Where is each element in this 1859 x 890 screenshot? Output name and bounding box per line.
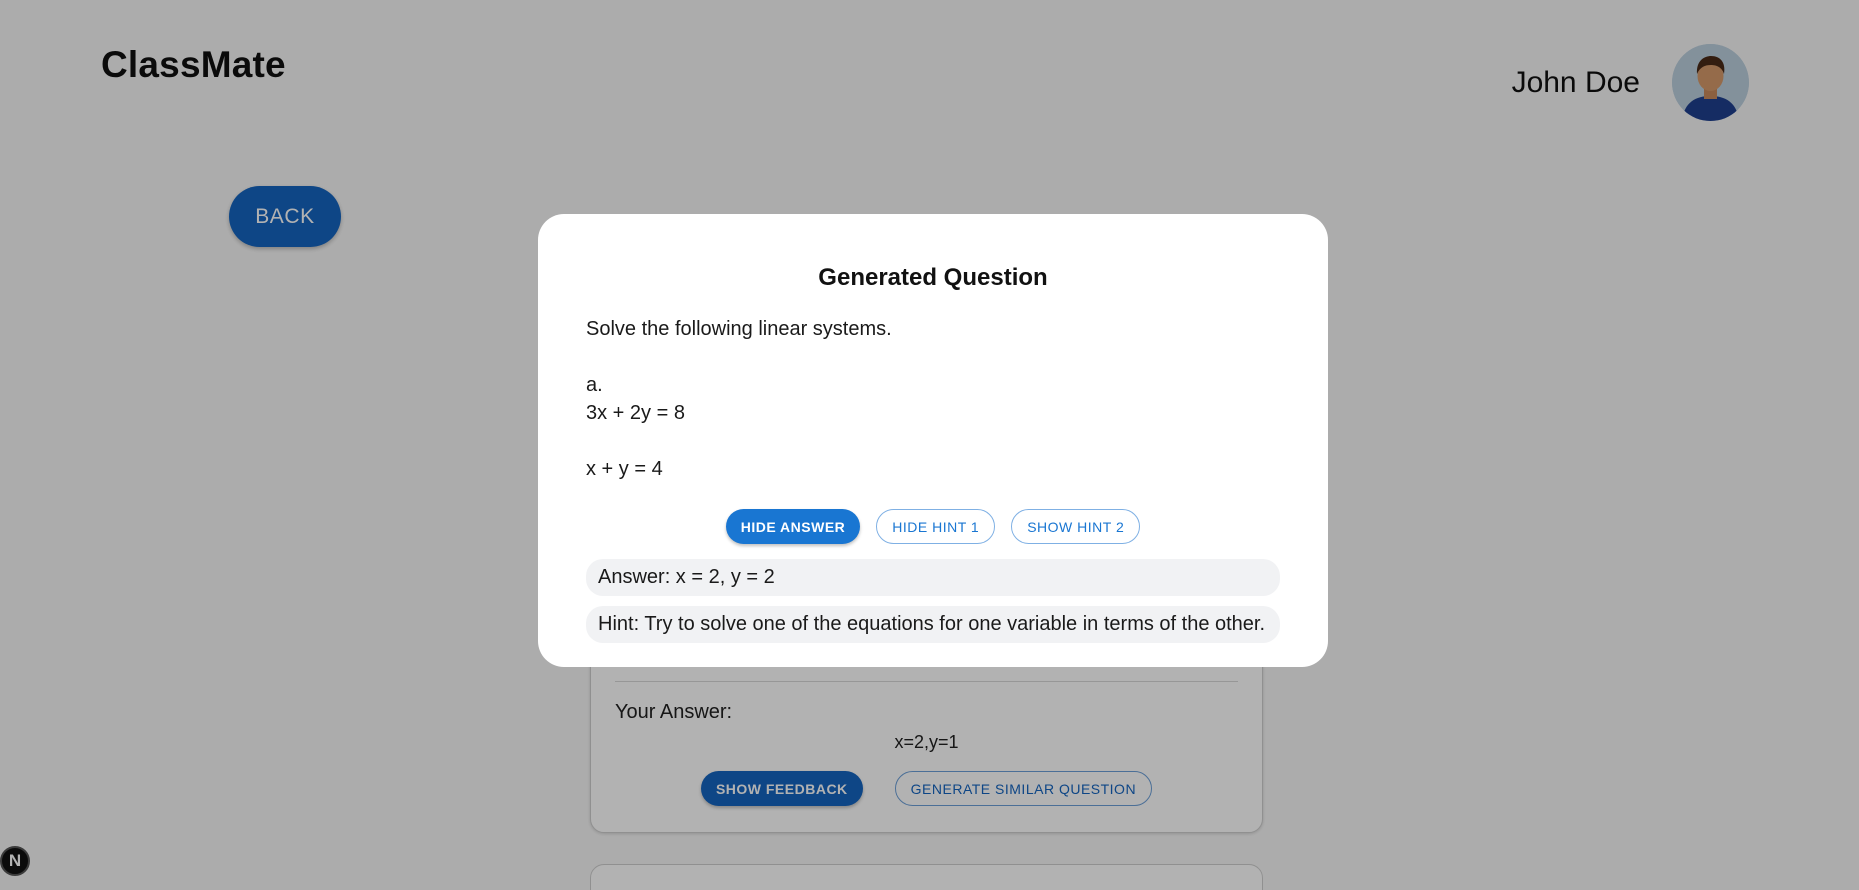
modal-title: Generated Question — [818, 264, 1048, 291]
equation-2: x + y = 4 — [586, 458, 663, 480]
spacer — [586, 427, 1280, 455]
hint-box: Hint: Try to solve one of the equations for one variable in terms of the other. — [586, 606, 1280, 643]
back-button[interactable]: BACK — [229, 186, 341, 247]
show-feedback-button[interactable]: SHOW FEEDBACK — [701, 771, 863, 806]
hide-hint-1-button[interactable]: HIDE HINT 1 — [876, 509, 995, 544]
hide-answer-button[interactable]: HIDE ANSWER — [726, 509, 861, 544]
question-prompt: Solve the following linear systems. — [586, 318, 892, 340]
equation-1: 3x + 2y = 8 — [586, 402, 685, 424]
nextjs-icon[interactable]: N — [0, 846, 30, 876]
spacer — [586, 343, 1280, 371]
show-hint-2-button[interactable]: SHOW HINT 2 — [1011, 509, 1140, 544]
modal-actions — [586, 509, 1280, 544]
your-answer-value: x=2,y=1 — [894, 732, 959, 752]
question-part-label: a. — [586, 374, 603, 396]
your-answer-label: Your Answer: — [615, 701, 733, 723]
generate-similar-question-button[interactable]: GENERATE SIMILAR QUESTION — [895, 771, 1152, 806]
user-name: John Doe — [1511, 65, 1640, 99]
generated-question-modal — [538, 214, 1328, 667]
app-brand[interactable]: ClassMate — [101, 44, 286, 85]
answer-box: Answer: x = 2, y = 2 — [586, 559, 1280, 596]
